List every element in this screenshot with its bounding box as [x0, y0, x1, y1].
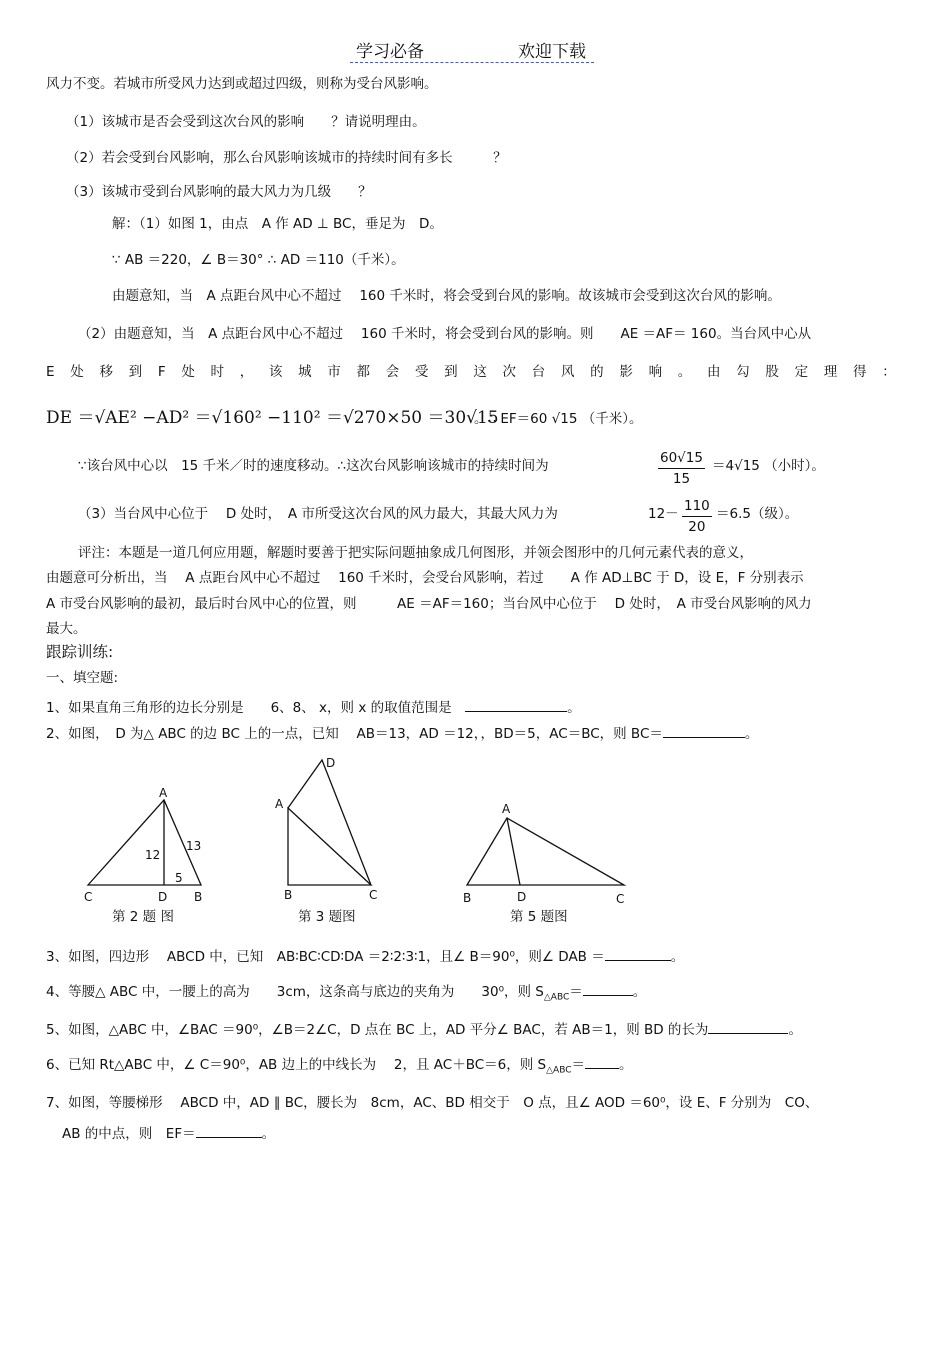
fig2-label-c: C: [84, 890, 93, 904]
p2-line2-char: 勾: [736, 364, 750, 380]
fig2-triangle: [88, 800, 201, 885]
figure-2: [84, 786, 202, 904]
fig3-triangle-abc: [288, 808, 371, 885]
fig3-label-c: C: [369, 888, 378, 902]
p2-line2-char: 影: [619, 364, 633, 380]
p2-line2-char: 的: [590, 364, 604, 380]
fig5-label-a: A: [502, 802, 511, 816]
speed-result: ＝4√15 （小时）。: [712, 458, 825, 474]
p2-line2-char: 由: [706, 364, 721, 380]
question-2: （2）若会受到台风影响，那么台风影响该城市的持续时间有多长 ？: [66, 150, 507, 166]
p2-line2-char: 股: [765, 364, 779, 380]
figure-5: [463, 802, 624, 906]
p2-line2-char: 理: [823, 364, 838, 380]
de-formula: DE ＝√AE² −AD² ＝√160² −110² ＝√270×50 ＝30√15: [46, 408, 499, 428]
fig5-label-c: C: [616, 892, 625, 906]
p2-line2-char: 这: [473, 364, 487, 380]
p2-line2-char: 都: [356, 364, 371, 380]
de-tail: 。∴ EF＝60 √15 （千米）。: [474, 411, 643, 427]
header-right: 欢迎下载: [518, 42, 586, 62]
fig2-label-bd: 5: [175, 871, 183, 885]
intro-text: 风力不变。若城市所受风力达到或超过四级，则称为受台风影响。: [46, 76, 438, 92]
fig2-label-b: B: [194, 890, 203, 904]
fig3-label-b: B: [284, 888, 293, 902]
practice-item-4: 4、等腰△ ABC 中，一腰上的高为 3cm，这条高与底边的夹角为 30⁰，则 $S_{\triangle ABC}=$ 。: [46, 984, 647, 1003]
practice-title: 跟踪训练:: [46, 643, 114, 661]
fig2-label-ad: 12: [145, 848, 161, 862]
fig3-label-a: A: [275, 797, 284, 811]
p2-line2-char: E: [46, 364, 55, 380]
fig2-label-ab: 13: [186, 839, 202, 853]
header-left: 学习必备: [356, 42, 424, 62]
p2-line2-char: 响: [648, 364, 663, 380]
p2-line2-char: 市: [327, 364, 341, 380]
answer-blank-7[interactable]: [196, 1125, 262, 1138]
practice-item-7-line1: 7、如图，等腰梯形 ABCD 中，AD ∥ BC，腰长为 8cm，AC、BD 相交于 O 点，且∠ AOD ＝60⁰，设 E、F 分别为 CO、: [46, 1095, 819, 1111]
comment-line-3: A 市受台风影响的最初，最后时台风中心的位置，则 AE ＝AF＝160；当台风中心位于 D 处时， A 市受台风影响的风力: [46, 596, 812, 612]
fig2-label-d: D: [158, 890, 168, 904]
p2-line2-char: 该: [268, 364, 283, 380]
part3-fraction-numerator: 110: [684, 498, 710, 514]
fig5-bisector: [507, 818, 520, 885]
solution-part2-line1: （2）由题意知，当 A 点距台风中心不超过 160 千米时，将会受到台风的影响。则 AE ＝AF＝ 160。当台风中心从: [78, 326, 812, 342]
p2-line2-char: 次: [502, 364, 517, 380]
p2-line2-char: 到: [128, 364, 143, 380]
part3-text: （3）当台风中心位于 D 处时， A 市所受这次台风的风力最大，其最大风力为: [78, 506, 558, 522]
solution-1: 解：（1）如图 1，由点 A 作 AD ⊥ BC，垂足为 D。: [112, 216, 443, 232]
solution-2: ∵ AB ＝220，∠ B＝30° ∴ AD ＝110（千米）。: [112, 252, 405, 268]
answer-blank-5[interactable]: [708, 1021, 788, 1034]
p2-line2-char: 会: [385, 364, 400, 380]
speed-text: ∵该台风中心以 15 千米／时的速度移动。∴这次台风影响该城市的持续时间为: [78, 458, 549, 474]
speed-fraction-numerator: 60√15: [660, 450, 703, 466]
p2-line2-char: 定: [794, 364, 809, 380]
practice-item-6: 6、已知 Rt△ABC 中，∠ C＝90⁰，AB 边上的中线长为 2，且 AC＋BC＝6，则 $S_{\triangle ABC}=$ 。: [46, 1057, 633, 1076]
practice-item-7-line2: AB 的中点，则 EF＝ 。: [62, 1126, 276, 1142]
answer-blank-4[interactable]: [583, 983, 633, 996]
practice-item-5: 5、如图，△ABC 中，∠BAC ＝90⁰，∠B＝2∠C，D 点在 BC 上，AD 平分∠ BAC，若 AB＝1，则 BD 的长为 。: [46, 1022, 802, 1038]
practice-item-1: 1、如果直角三角形的边长分别是 6、8、 x，则 x 的取值范围是 。: [46, 700, 581, 716]
p2-line2-char: 风: [560, 364, 575, 380]
figure-3: [275, 756, 377, 902]
p2-line2-char: 城: [298, 364, 312, 380]
question-1: （1）该城市是否会受到这次台风的影响 ？请说明理由。: [66, 114, 426, 130]
answer-blank-6[interactable]: [585, 1056, 619, 1069]
p2-line2-char: 移: [99, 364, 113, 380]
p2-line2-char: 处: [181, 364, 195, 380]
fig5-label-b: B: [463, 891, 472, 905]
p2-line2-char: 处: [70, 364, 84, 380]
p2-line2-char: 时: [210, 364, 225, 380]
practice-item-2: 2、如图， D 为△ ABC 的边 BC 上的一点，已知 AB＝13，AD ＝12，，BD＝5，AC＝BC，则 BC＝ 。: [46, 726, 759, 742]
p2-line2-char: 受: [414, 364, 429, 380]
p2-line2-char: 得: [852, 364, 867, 380]
fig5-triangle: [467, 818, 624, 885]
fig2-caption: 第 2 题 图: [112, 909, 174, 925]
solution-3: 由题意知，当 A 点距台风中心不超过 160 千米时，将会受到台风的影响。故该城市会受到这次台风的影响。: [112, 288, 781, 304]
p2-line2-char: ：: [882, 364, 896, 380]
practice-section: 一、填空题:: [46, 670, 119, 686]
question-3: （3）该城市受到台风影响的最大风力为几级 ？: [66, 184, 372, 200]
part3-prefix: 12－: [648, 506, 679, 522]
fig2-label-a: A: [159, 786, 168, 800]
practice-item-3: 3、如图，四边形 ABCD 中，已知 AB∶BC∶CD∶DA ＝2∶2∶3∶1，且∠ B＝90⁰，则∠ DAB ＝ 。: [46, 949, 685, 965]
fig5-caption: 第 5 题图: [510, 909, 568, 925]
comment-line-4: 最大。: [46, 621, 87, 637]
p2-line2-char: 。: [677, 364, 692, 380]
p2-line2-char: F: [157, 364, 166, 380]
part3-result: ＝6.5（级）。: [716, 506, 799, 522]
fig3-caption: 第 3 题图: [298, 909, 356, 925]
comment-line-2: 由题意可分析出，当 A 点距台风中心不超过 160 千米时，会受台风影响，若过 A 作 AD⊥BC 于 D，设 E，F 分别表示: [46, 570, 804, 586]
p2-line2-char: 台: [531, 364, 546, 380]
part3-fraction-denominator: 20: [688, 519, 706, 535]
fig3-triangle-acd: [288, 760, 371, 885]
speed-fraction-denominator: 15: [672, 471, 691, 487]
p2-line2-char: 到: [444, 364, 458, 380]
p2-line2-char: ，: [239, 364, 254, 380]
fig3-label-d: D: [326, 756, 336, 770]
fig5-label-d: D: [517, 890, 527, 904]
answer-blank-3[interactable]: [605, 948, 671, 961]
comment-line-1: 评注：本题是一道几何应用题，解题时要善于把实际问题抽象成几何图形，并领会图形中的几何元素代表的意义，: [78, 545, 753, 561]
